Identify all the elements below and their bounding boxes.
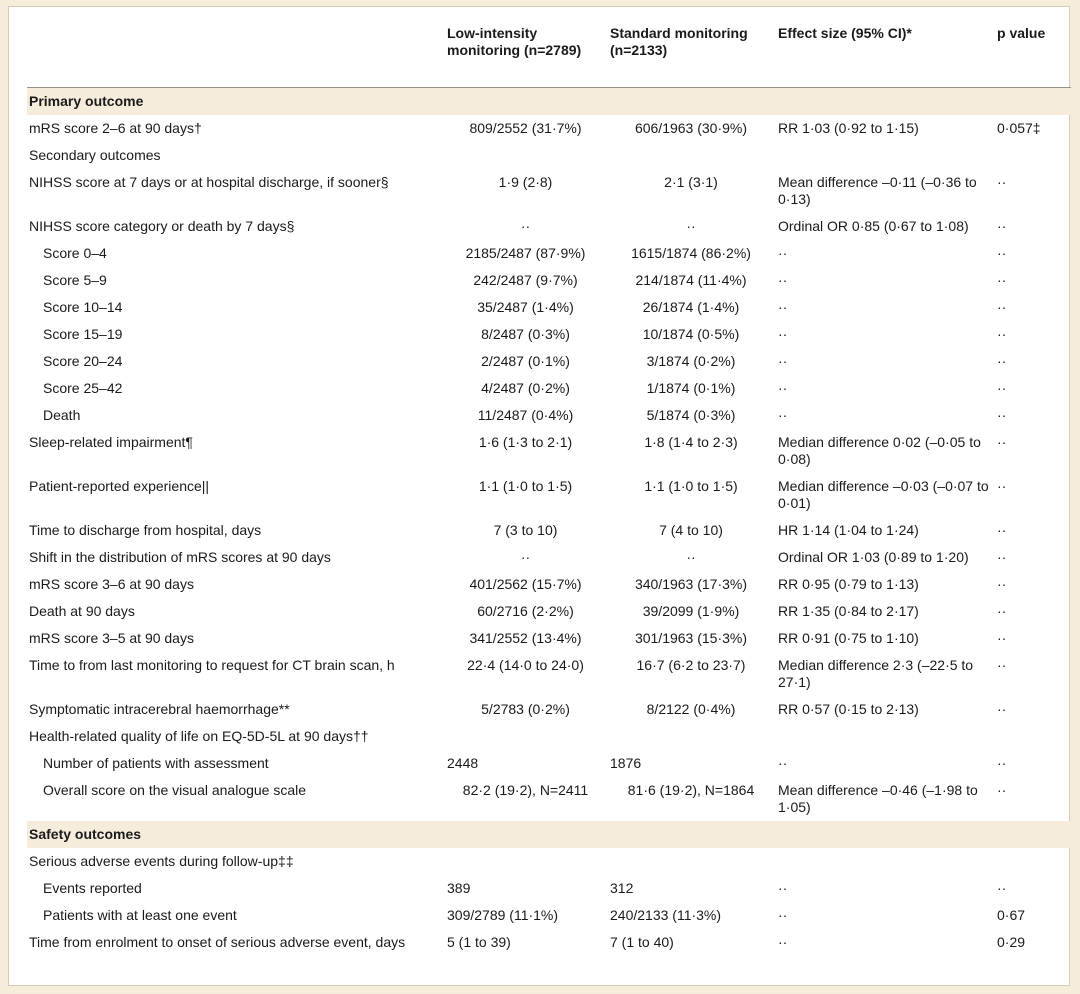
row-label: Symptomatic intracerebral haemorrhage** [29,701,290,717]
table-row [27,321,1071,348]
low-intensity-value: 2448 [447,755,479,771]
low-intensity-value: 389 [447,880,471,896]
row-label: Health-related quality of life on EQ-5D-5L at 90 days†† [29,728,369,744]
low-intensity-value: 401/2562 (15·7%) [469,576,582,592]
p-value [995,848,1071,875]
table-row [27,142,1071,169]
table-row [27,473,1071,517]
row-label: Secondary outcomes [29,147,161,163]
p-value: ·· [997,880,1007,896]
table-row [27,696,1071,723]
row-label: Time from enrolment to onset of serious adverse event, days [29,934,406,950]
header-p-value: p value [997,25,1046,41]
table-row [27,429,1071,473]
row-label: Death at 90 days [29,603,135,619]
p-value: ·· [997,755,1007,771]
table-row [27,169,1071,213]
effect-size-value [776,723,995,750]
row-label: Time to discharge from hospital, days [29,522,262,538]
effect-size-value: RR 1·03 (0·92 to 1·15) [778,120,919,136]
p-value: ·· [997,218,1007,234]
row-label: mRS score 3–5 at 90 days [29,630,194,646]
table-row [27,115,1071,142]
effect-size-value: RR 1·35 (0·84 to 2·17) [778,603,919,619]
low-intensity-value: 2/2487 (0·1%) [481,353,570,369]
low-intensity-value: 7 (3 to 10) [493,522,558,538]
section-label: Safety outcomes [27,821,1071,848]
effect-size-value [776,142,995,169]
low-intensity-value: 5/2783 (0·2%) [481,701,570,717]
low-intensity-value: 1·1 (1·0 to 1·5) [478,478,573,494]
row-label: Score 10–14 [43,299,123,315]
results-table [27,19,1071,956]
p-value: ·· [997,380,1007,396]
low-intensity-value: 5 (1 to 39) [447,934,511,950]
table-row [27,213,1071,240]
row-label: Score 5–9 [43,272,107,288]
standard-value: 7 (4 to 10) [659,522,723,538]
table-row [27,240,1071,267]
p-value: ·· [997,245,1007,261]
effect-size-value: RR 0·91 (0·75 to 1·10) [778,630,919,646]
standard-value: 240/2133 (11·3%) [610,907,722,923]
row-label: Overall score on the visual analogue scale [43,782,307,798]
low-intensity-value: 1·6 (1·3 to 2·1) [478,434,573,450]
low-intensity-value: 11/2487 (0·4%) [477,407,574,423]
standard-value: 312 [610,880,634,896]
row-label: Number of patients with assessment [43,755,269,771]
p-value: 0·057‡ [997,120,1041,136]
effect-size-value: Mean difference –0·11 (–0·36 to 0·13) [778,174,977,207]
standard-value: 1615/1874 (86·2%) [631,245,751,261]
header-effect-size: Effect size (95% CI)* [778,25,912,41]
table-row [27,267,1071,294]
standard-value: 81·6 (19·2), N=1864 [627,782,755,798]
low-intensity-value: 82·2 (19·2), N=2411 [462,782,589,798]
row-label: Events reported [43,880,142,896]
header-label [27,19,445,88]
effect-size-value: ·· [778,380,788,396]
standard-value: 26/1874 (1·4%) [642,299,740,315]
p-value: 0·29 [997,934,1026,950]
effect-size-value: HR 1·14 (1·04 to 1·24) [778,522,919,538]
row-label: Shift in the distribution of mRS scores at 90 days [29,549,331,565]
table-row [27,571,1071,598]
effect-size-value: ·· [778,299,788,315]
standard-value: 8/2122 (0·4%) [646,701,736,717]
row-label: Death [43,407,81,423]
standard-value [608,848,776,875]
effect-size-value: ·· [778,407,788,423]
row-label: Time to from last monitoring to request for CT brain scan, h [29,657,395,673]
low-intensity-value: 809/2552 (31·7%) [469,120,582,136]
effect-size-value: ·· [778,755,788,771]
table-row [27,544,1071,571]
table-row [27,402,1071,429]
standard-value: 1876 [610,755,642,771]
effect-size-value: ·· [778,880,788,896]
standard-value: 1·8 (1·4 to 2·3) [644,434,738,450]
row-label: mRS score 2–6 at 90 days† [29,120,202,136]
standard-value: 606/1963 (30·9%) [634,120,748,136]
standard-value: 10/1874 (0·5%) [642,326,740,342]
p-value: ·· [997,630,1007,646]
low-intensity-value: 60/2716 (2·2%) [477,603,574,619]
effect-size-value: ·· [778,907,788,923]
effect-size-value: ·· [778,272,788,288]
p-value: ·· [997,174,1007,190]
section-label: Primary outcome [27,88,1071,116]
low-intensity-value: 4/2487 (0·2%) [481,380,570,396]
low-intensity-value: 242/2487 (9·7%) [473,272,578,288]
row-label: Score 25–42 [43,380,123,396]
row-label: Score 0–4 [43,245,107,261]
low-intensity-value: 35/2487 (1·4%) [477,299,574,315]
table-row [27,517,1071,544]
effect-size-value [776,848,995,875]
standard-value [608,723,776,750]
table-row [27,902,1071,929]
low-intensity-value: ·· [520,218,531,234]
standard-value: 340/1963 (17·3%) [634,576,748,592]
p-value [995,142,1071,169]
p-value: ·· [997,522,1007,538]
row-label: Patients with at least one event [43,907,237,923]
table-row [27,598,1071,625]
p-value: ·· [997,353,1007,369]
row-label: Score 15–19 [43,326,123,342]
table-row [27,625,1071,652]
p-value: ·· [997,272,1007,288]
p-value: ·· [997,299,1007,315]
effect-size-value: Mean difference –0·46 (–1·98 to 1·05) [778,782,978,815]
p-value: ·· [997,407,1007,423]
standard-value: 2·1 (3·1) [664,174,718,190]
effect-size-value: Ordinal OR 1·03 (0·89 to 1·20) [778,549,969,565]
table-row [27,875,1071,902]
standard-value: ·· [686,218,696,234]
row-label: Sleep-related impairment¶ [29,434,193,450]
p-value: ·· [997,549,1007,565]
standard-value [608,142,776,169]
table-body [27,88,1071,957]
standard-value: 5/1874 (0·3%) [646,407,736,423]
table-row [27,652,1071,696]
low-intensity-value: 22·4 (14·0 to 24·0) [467,657,584,673]
effect-size-value: Median difference 2·3 (–22·5 to 27·1) [778,657,974,690]
table-row [27,375,1071,402]
standard-value: 3/1874 (0·2%) [646,353,736,369]
section-row [27,821,1071,848]
standard-value: 301/1963 (15·3%) [634,630,748,646]
low-intensity-value: 1·9 (2·8) [498,174,553,190]
p-value: 0·67 [997,907,1026,923]
effect-size-value: RR 0·95 (0·79 to 1·13) [778,576,919,592]
table-row [27,848,1071,875]
low-intensity-value [445,723,608,750]
p-value: ·· [997,782,1007,798]
row-label: Serious adverse events during follow-up‡‡ [29,853,294,869]
row-label: Score 20–24 [43,353,123,369]
p-value: ·· [997,657,1007,673]
effect-size-value: ·· [778,245,788,261]
low-intensity-value: ·· [520,549,531,565]
table-frame [8,6,1070,986]
standard-value: 1/1874 (0·1%) [646,380,736,396]
row-label: NIHSS score at 7 days or at hospital discharge, if sooner§ [29,174,389,190]
standard-value: 214/1874 (11·4%) [635,272,747,288]
p-value: ·· [997,701,1007,717]
table-row [27,750,1071,777]
table-row [27,348,1071,375]
low-intensity-value: 2185/2487 (87·9%) [465,245,586,261]
effect-size-value: ·· [778,934,788,950]
low-intensity-value [445,142,608,169]
table-row [27,294,1071,321]
table-row [27,929,1071,956]
table-row [27,723,1071,750]
section-row [27,88,1071,116]
p-value: ·· [997,326,1007,342]
p-value: ·· [997,603,1007,619]
standard-value: 16·7 (6·2 to 23·7) [636,657,746,673]
standard-value: ·· [686,549,696,565]
low-intensity-value: 8/2487 (0·3%) [481,326,570,342]
p-value: ·· [997,478,1007,494]
table-row [27,777,1071,821]
effect-size-value: RR 0·57 (0·15 to 2·13) [778,701,919,717]
effect-size-value: Ordinal OR 0·85 (0·67 to 1·08) [778,218,969,234]
header-standard: Standard monitoring (n=2133) [610,25,748,58]
low-intensity-value: 341/2552 (13·4%) [469,630,582,646]
p-value [995,723,1071,750]
row-label: Patient-reported experience|| [29,478,210,494]
header-low-intensity: Low-intensity monitoring (n=2789) [447,25,582,58]
effect-size-value: Median difference –0·03 (–0·07 to 0·01) [778,478,989,511]
standard-value: 39/2099 (1·9%) [642,603,740,619]
row-label: mRS score 3–6 at 90 days [29,576,194,592]
standard-value: 7 (1 to 40) [610,934,674,950]
low-intensity-value: 309/2789 (11·1%) [447,907,559,923]
effect-size-value: ·· [778,326,788,342]
p-value: ·· [997,576,1007,592]
p-value: ·· [997,434,1007,450]
row-label: NIHSS score category or death by 7 days§ [29,218,295,234]
effect-size-value: ·· [778,353,788,369]
standard-value: 1·1 (1·0 to 1·5) [644,478,738,494]
effect-size-value: Median difference 0·02 (–0·05 to 0·08) [778,434,981,467]
header-row [27,19,1071,88]
low-intensity-value [445,848,608,875]
